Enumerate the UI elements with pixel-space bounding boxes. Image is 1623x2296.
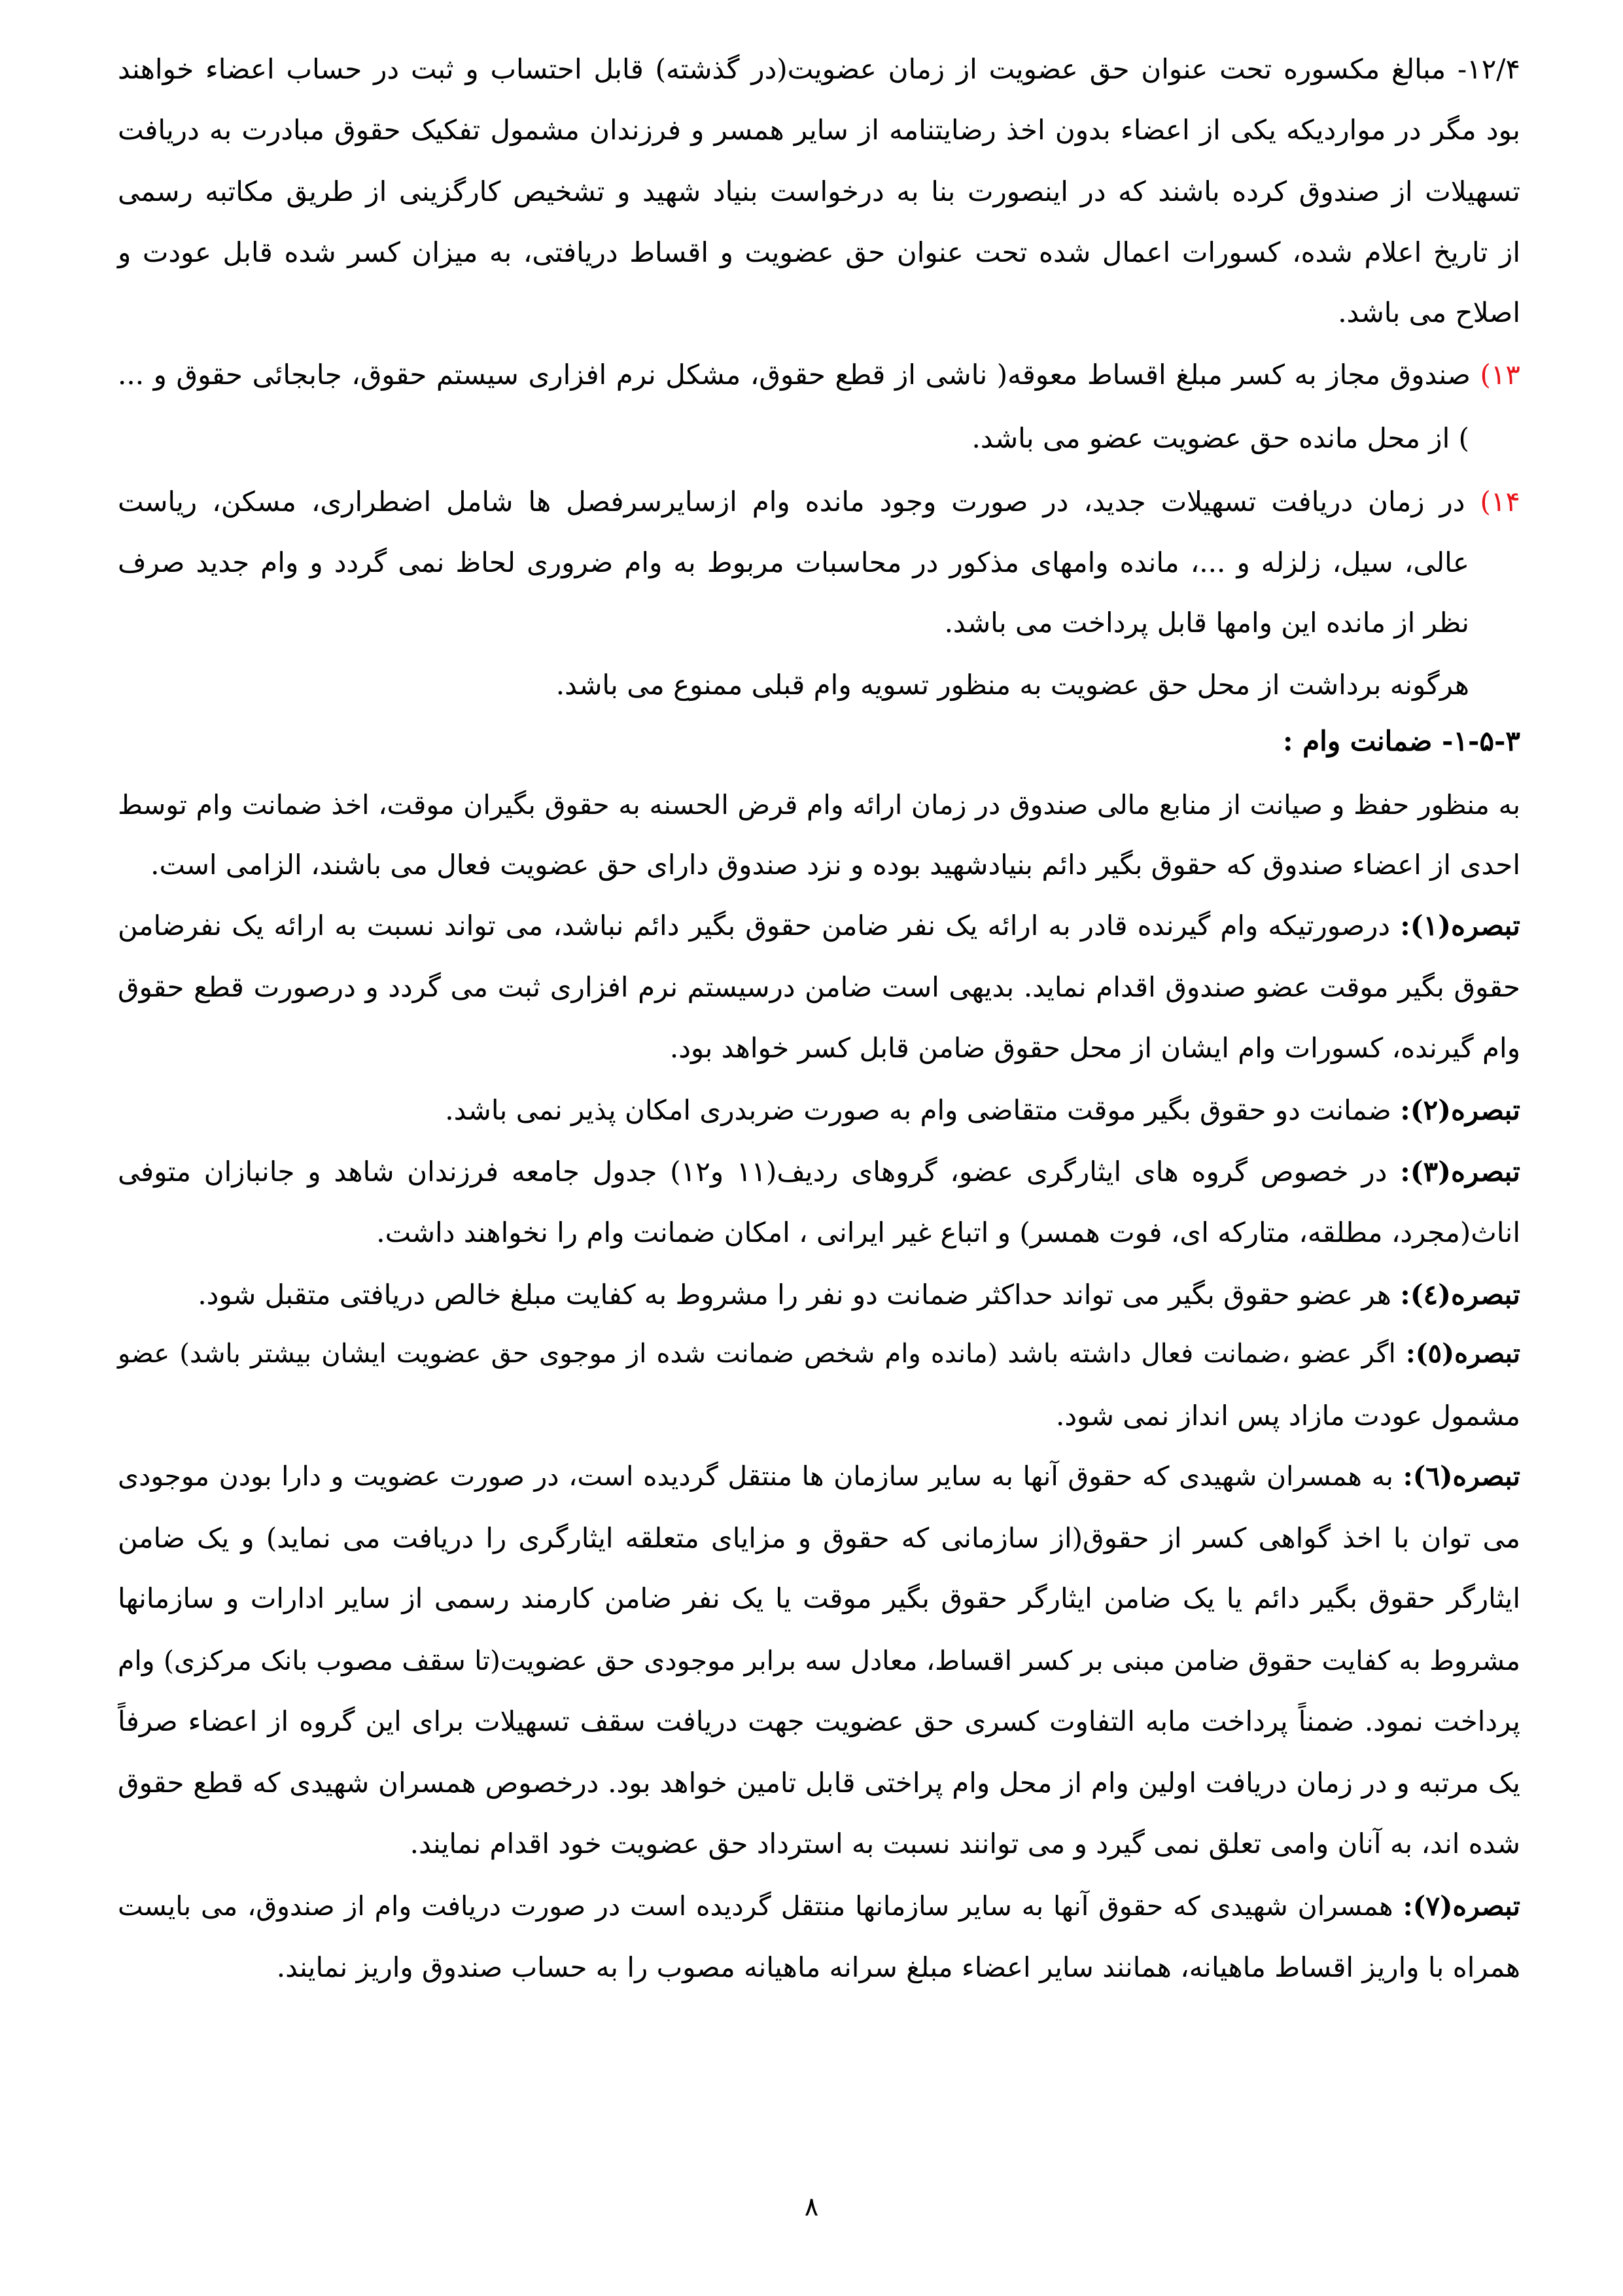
- note-6-line: ایثارگر حقوق بگیر دائم یا یک ضامن ایثارگر حقوق بگیر موقت یا یک نفر ضامن کارمند رسمی از سایر ادارات و سازمانها: [118, 1582, 1520, 1614]
- note-7-text: همسران شهیدی که حقوق آنها به سایر سازمانها منتقل گردیده است در صورت دریافت وام از صندوق، می بایست: [118, 1890, 1403, 1922]
- note-6-line: مشروط به کفایت حقوق ضامن مبنی بر کسر اقساط، معادل سه برابر موجودی حق عضویت(تا سقف مصوب بانک مرکزی) وام: [118, 1645, 1520, 1676]
- note-4-line: [118, 1275, 1520, 1315]
- note-2-label: تبصره(۲):: [1400, 1094, 1520, 1126]
- note-5-label: تبصره(٥):: [1405, 1338, 1520, 1369]
- note-5-line: مشمول عودت مازاد پس انداز نمی شود.: [1055, 1400, 1520, 1432]
- note-4-text: هر عضو حقوق بگیر می تواند حداکثر ضمانت دو نفر را مشروط به کفایت مبلغ خالص دریافتی متقبل شود.: [198, 1279, 1401, 1311]
- note-1-label: تبصره(۱):: [1400, 910, 1520, 942]
- note-3-text: در خصوص گروه های ایثارگری عضو، گروهای ردیف(۱۱ و۱۲) جدول جامعه فرزندان شاهد و جانبازان متوفی: [118, 1156, 1401, 1188]
- withdrawal-note: هرگونه برداشت از محل حق عضویت به منظور تسویه وام قبلی ممنوع می باشد.: [555, 669, 1469, 701]
- item-13-number: ۱۳): [1480, 359, 1520, 391]
- note-7-line: [118, 1886, 1520, 1926]
- item-13-line: ) از محل مانده حق عضویت عضو می باشد.: [971, 422, 1469, 454]
- note-3-label: تبصره(۳):: [1400, 1156, 1520, 1188]
- note-4-label: تبصره(٤):: [1400, 1279, 1520, 1311]
- note-6-line: [118, 1457, 1520, 1496]
- item-12-4-line: ۱۲/۴- مبالغ مکسوره تحت عنوان حق عضویت از زمان عضویت(در گذشته) قابل احتساب و ثبت در حساب اعضاء خواهند: [118, 53, 1520, 85]
- note-6-line: یک مرتبه و در زمان دریافت اولین وام از محل وام پراختی قابل تامین خواهد بود. درخصوص همسران شهیدی که قطع حقوق: [118, 1767, 1520, 1799]
- item-12-4-line: اصلاح می باشد.: [1338, 296, 1520, 328]
- note-5-line: [118, 1334, 1520, 1373]
- item-13-text: صندوق مجاز به کسر مبلغ اقساط معوقه( ناشی از قطع حقوق، مشکل نرم افزاری سیستم حقوق، جابجائی حقوق و ...: [118, 359, 1471, 391]
- note-6-line: شده اند، به آنان وامی تعلق نمی گیرد و می توانند نسبت به استرداد حق عضویت خود اقدام نمایند.: [410, 1828, 1520, 1860]
- item-14-text: در زمان دریافت تسهیلات جدید، در صورت وجود مانده وام ازسایرسرفصل ها شامل اضطراری، مسکن، ریاست: [118, 486, 1465, 518]
- item-14-line: نظر از مانده این وامها قابل پرداخت می باشد.: [944, 607, 1469, 639]
- note-6-text: به همسران شهیدی که حقوق آنها به سایر سازمان ها منتقل گردیده است، در صورت عضویت و دارا بودن موجودی: [118, 1460, 1403, 1492]
- note-2-text: ضمانت دو حقوق بگیر موقت متقاضی وام به صورت ضربدری امکان پذیر نمی باشد.: [445, 1094, 1401, 1126]
- note-1-line: [118, 906, 1520, 945]
- note-7-label: تبصره(۷):: [1403, 1890, 1520, 1922]
- note-3-line: [118, 1152, 1520, 1192]
- item-12-4-line: از تاریخ اعلام شده، کسورات اعمال شده تحت عنوان حق عضویت و اقساط دریافتی، به میزان کسر شده قابل عودت و: [118, 236, 1520, 268]
- note-1-line: وام گیرنده، کسورات وام ایشان از محل حقوق ضامن قابل کسر خواهد بود.: [669, 1032, 1520, 1064]
- item-12-4-line: بود مگر در مواردیکه یکی از اعضاء بدون اخذ رضایتنامه از سایر همسر و فرزندان مشمول تفکیک حقوق مبادرت به دریافت: [118, 114, 1520, 146]
- item-14-line: [118, 482, 1520, 521]
- section-intro-line: احدی از اعضاء صندوق که حقوق بگیر دائم بنیادشهید بوده و نزد صندوق دارای حق عضویت فعال می باشند، الزامی است.: [150, 849, 1520, 881]
- note-5-text: اگر عضو ،ضمانت فعال داشته باشد (مانده وام شخص ضمانت شده از موجوی حق عضویت ایشان بیشتر باشد) عضو: [118, 1339, 1406, 1369]
- page-number: ۸: [804, 2192, 819, 2222]
- item-13-line: [118, 355, 1520, 395]
- section-heading: ۱-۵-۳- ضمانت وام :: [1283, 725, 1520, 757]
- item-14-line: عالی، سیل، زلزله و ...، مانده وامهای مذکور در محاسبات مربوط به وام ضروری لحاظ نمی گردد و وام جدید صرف: [118, 546, 1469, 578]
- item-12-4-line: تسهیلات از صندوق کرده باشند که در اینصورت بنا به درخواست بنیاد شهید و تشخیص کارگزینی از طریق مکاتبه رسمی: [118, 175, 1520, 207]
- note-6-line: پرداخت نمود. ضمناً پرداخت مابه التفاوت کسری حق عضویت جهت دریافت سقف تسهیلات برای این گروه از اعضاء صرفاً: [118, 1705, 1520, 1737]
- note-3-line: اناث(مجرد، مطلقه، متارکه ای، فوت همسر) و اتباع غیر ایرانی ، امکان ضمانت وام را نخواهند داشت.: [376, 1216, 1520, 1248]
- note-6-label: تبصره(٦):: [1403, 1460, 1520, 1492]
- item-14-number: ۱۴): [1480, 486, 1520, 518]
- note-1-text: درصورتیکه وام گیرنده قادر به ارائه یک نفر ضامن حقوق بگیر دائم نباشد، می تواند نسبت به ارائه یک نفرضامن: [118, 910, 1401, 942]
- note-2-line: [118, 1091, 1520, 1130]
- note-6-line: می توان با اخذ گواهی کسر از حقوق(از سازمانی که حقوق و مزایای متعلقه ایثارگری را دریافت می نماید) و یک ضامن: [118, 1522, 1520, 1554]
- note-1-line: حقوق بگیر موقت عضو صندوق اقدام نماید. بدیهی است ضامن درسیستم نرم افزاری ثبت می گردد و درصورت قطع حقوق: [118, 971, 1520, 1003]
- section-intro-line: به منظور حفظ و صیانت از منابع مالی صندوق در زمان ارائه وام قرض الحسنه به حقوق بگیران موقت، اخذ ضمانت وام توسط: [118, 789, 1520, 821]
- note-7-line: همراه با واریز اقساط ماهیانه، همانند سایر اعضاء مبلغ سرانه ماهیانه مصوب را به حساب صندوق واریز نمایند.: [276, 1951, 1520, 1983]
